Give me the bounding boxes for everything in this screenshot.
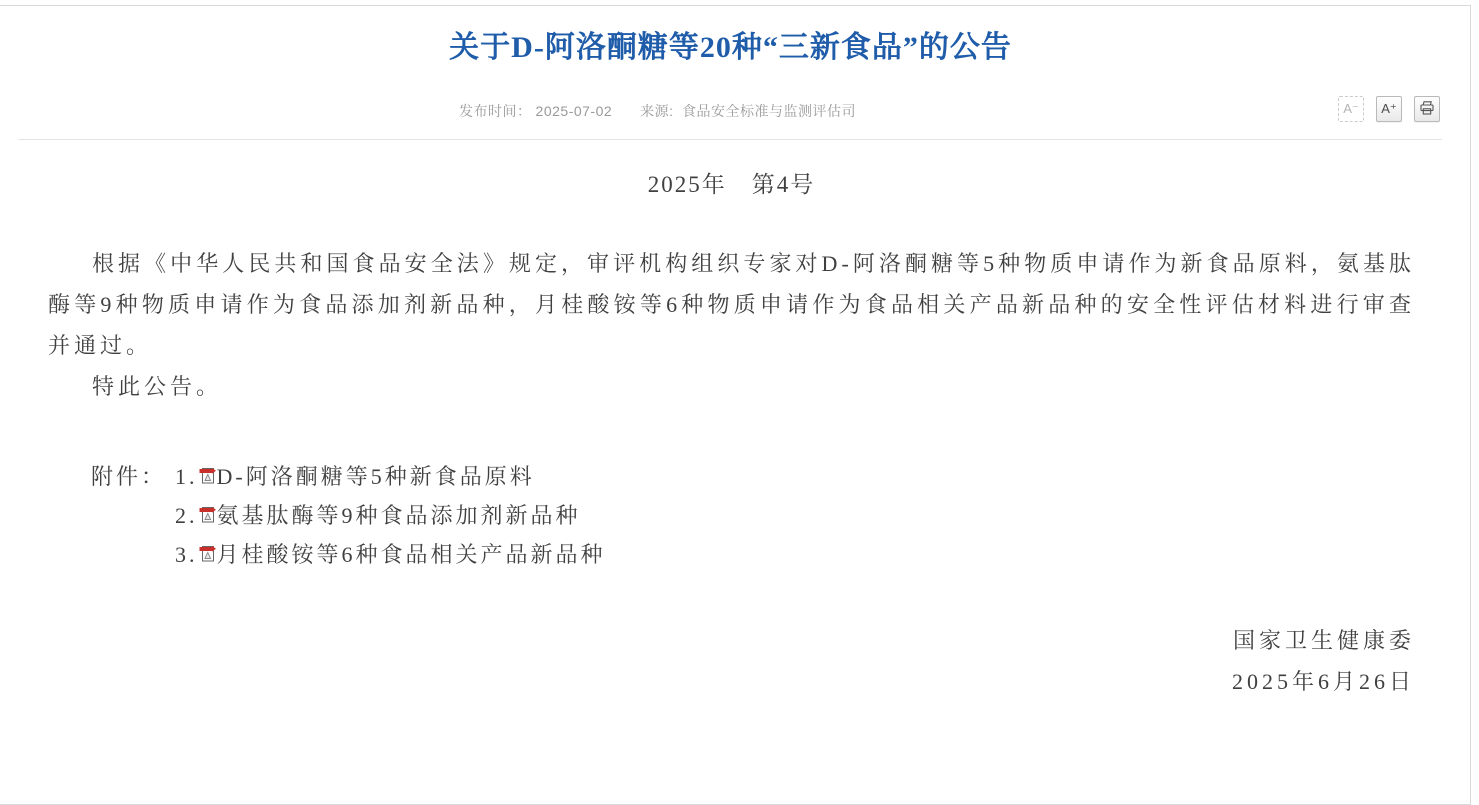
publish-date: 2025-07-02 [535,103,613,119]
publish-time-label: 发布时间： [459,103,532,119]
pdf-icon [199,536,216,575]
source-label: 来源: [640,103,674,119]
attachment-row [91,535,1415,574]
source-value: 食品安全标准与监测评估司 [681,103,856,119]
announcement-text [48,243,1415,407]
signature-date: 2025年6月26日 [1231,669,1415,694]
print-button[interactable] [1414,96,1440,122]
closing-paragraph: 特此公告。 [92,374,223,399]
attachment-row [91,496,1415,535]
announcement-page [0,5,1471,805]
pdf-icon [199,497,216,536]
doc-number: 2025年 第4号 [647,172,816,197]
doc-body [0,166,1470,702]
signature-agency: 国家卫生健康委 [1232,628,1415,653]
meta-row [21,96,1440,126]
page-title: 关于D-阿洛酮糖等20种“三新食品”的公告 [449,31,1012,64]
header-divider [19,139,1442,140]
attachment-link[interactable]: 月桂酸铵等6种食品相关产品新品种 [216,542,606,567]
font-decrease-button[interactable] [1338,96,1364,122]
attachments-label: 附件： [91,464,167,489]
font-toolbar [1338,96,1440,122]
attachment-number: 1. [175,464,198,489]
attachment-number: 2. [175,503,198,528]
printer-icon [1419,100,1435,119]
font-decrease-icon: A⁻ [1343,101,1359,116]
attachment-link[interactable]: 氨基肽酶等9种食品添加剂新品种 [216,503,581,528]
signature-block [48,620,1415,702]
attachment-row [91,457,1415,496]
attachment-link[interactable]: D-阿洛酮糖等5种新食品原料 [216,464,535,489]
font-increase-button[interactable] [1376,96,1402,122]
font-increase-icon: A⁺ [1381,101,1397,116]
attachments-section [48,457,1415,574]
meta-text [21,96,1440,126]
attachment-number: 3. [175,542,198,567]
main-paragraph: 根据《中华人民共和国食品安全法》规定，审评机构组织专家对D-阿洛酮糖等5种物质申请作为新食品原料，氨基肽酶等9种物质申请作为食品添加剂新品种，月桂酸铵等6种物质申请作为食品相关产品新品种的安全性评估材料进行审查并通过。 [48,251,1415,358]
doc-header [0,6,1470,126]
pdf-icon [199,458,216,497]
